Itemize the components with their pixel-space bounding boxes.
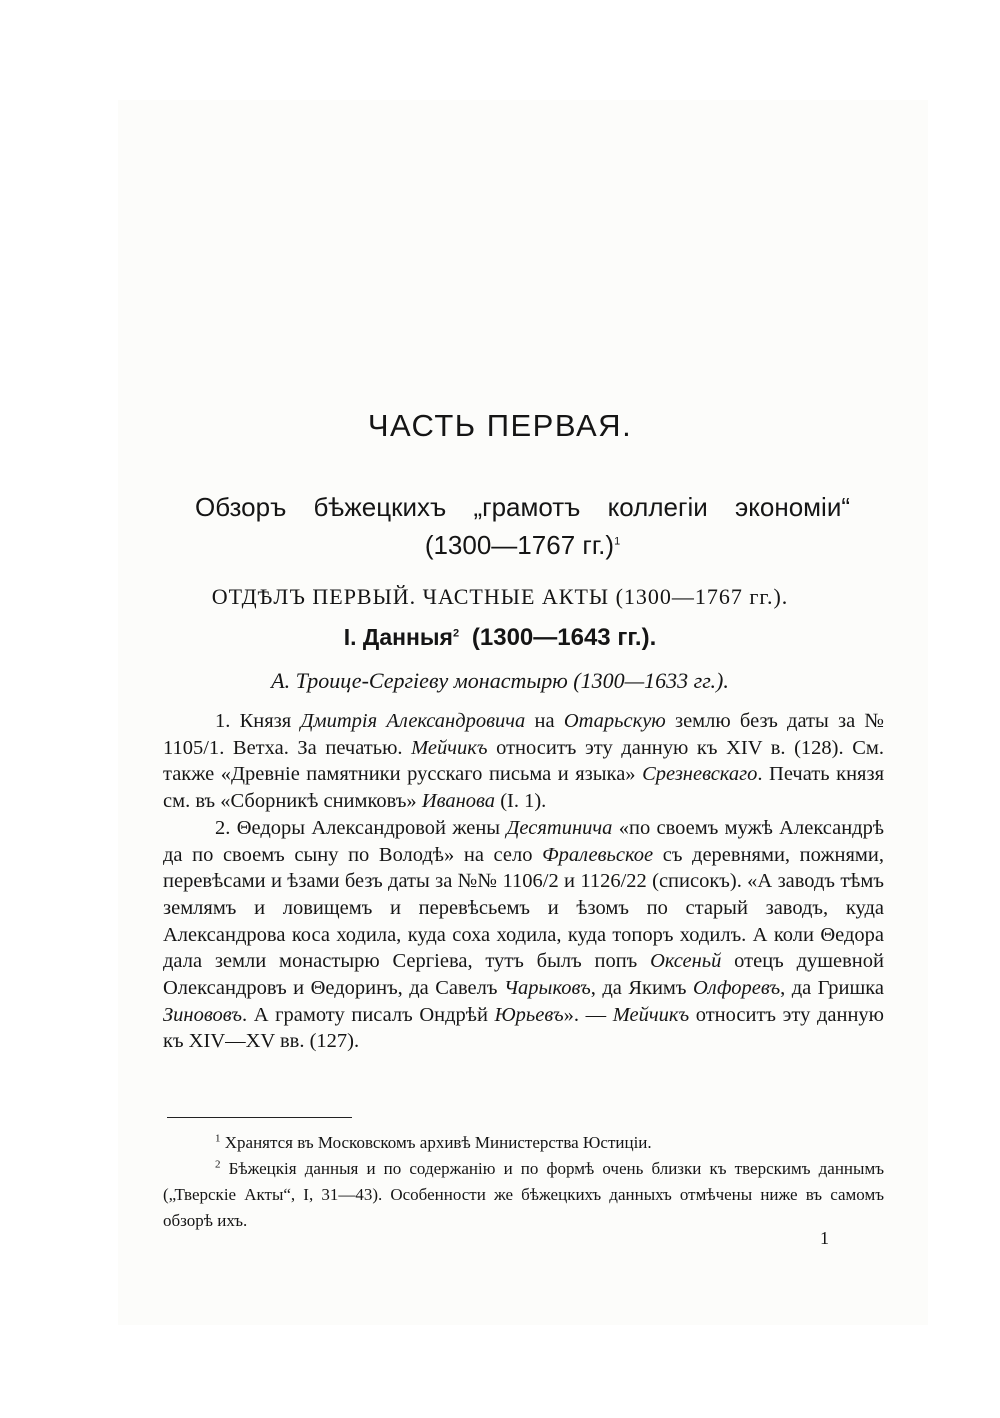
italic-name: Чарыковъ bbox=[503, 977, 591, 1000]
italic-name: Мейчикъ bbox=[612, 1003, 690, 1026]
italic-name: Олфоревъ bbox=[692, 977, 781, 1000]
italic-name: Отарьскую bbox=[563, 710, 666, 732]
italic-name: Мейчикъ bbox=[411, 736, 488, 759]
subsection-title: А. Троице-Сергіеву монастырю (1300—1633 гг.). bbox=[271, 668, 729, 693]
text-run: на bbox=[525, 710, 564, 732]
footnote-2-text: Бѣжецкія данныя и по содержанію и по формѣ очень близки къ тверскимъ даннымъ („Тверскіе Акты“, I, 31—43). Особенности же бѣжецкихъ данныхъ отмѣчены ниже въ самомъ обзорѣ ихъ. bbox=[163, 1159, 885, 1230]
text-run: , да Якимъ bbox=[590, 977, 693, 1000]
survey-title-dates: (1300—1767 гг.) bbox=[424, 530, 615, 560]
page-number: 1 bbox=[820, 1228, 829, 1248]
italic-name: Оксеньй bbox=[650, 950, 722, 973]
text-run: . Ветха. За печатью. bbox=[219, 736, 412, 759]
document-number: 1126/22 bbox=[580, 870, 647, 893]
footnote-2 bbox=[163, 1156, 884, 1234]
text-run: 1. Князя bbox=[215, 710, 301, 732]
italic-name: Десятинича bbox=[506, 816, 613, 839]
survey-title-line-1: Обзоръ бѣжецкихъ „грамотъ коллегіи экономіи“ bbox=[195, 492, 850, 522]
text-run: «по своемъ мужѣ Александрѣ да по своемъ сыну по Володѣ» на село bbox=[163, 816, 884, 866]
footnote-1-mark: 1 bbox=[215, 1132, 221, 1145]
text-run: . Печать князя см. въ «Сборникѣ снимковъ» bbox=[163, 763, 884, 813]
italic-name: Зинововъ bbox=[163, 1003, 242, 1026]
section-label: I. Данныя bbox=[343, 624, 453, 650]
text-run: отецъ душевной Олександровъ и Θедоринъ, да Савелъ bbox=[163, 950, 885, 1000]
survey-title-line-2 bbox=[195, 526, 850, 564]
footnote-ref-2: 2 bbox=[452, 627, 460, 640]
italic-name: Фралевьское bbox=[542, 843, 654, 866]
division-title: ОТДѢЛЪ ПЕРВЫЙ. ЧАСТНЫЕ АКТЫ (1300—1767 гг.). bbox=[211, 584, 789, 609]
italic-name: Срезневскаго bbox=[642, 763, 758, 786]
section-dates: (1300—1643 гг.). bbox=[471, 624, 657, 651]
text-run: ». — bbox=[563, 1003, 613, 1026]
document-number: 1106/2 bbox=[502, 870, 559, 893]
paragraph-1 bbox=[163, 708, 884, 815]
part-title: ЧАСТЬ ПЕРВАЯ. bbox=[367, 408, 633, 443]
text-run: . А грамоту писалъ Ондрѣй bbox=[241, 1003, 495, 1026]
text-run: относитъ эту данную къ XIV в. (128). См. также «Древніе памятники русскаго письма и языка» bbox=[163, 736, 884, 786]
body-text bbox=[163, 708, 884, 1055]
text-run: , да Гришка bbox=[780, 977, 884, 1000]
text-run: относитъ эту данную къ XIV—XV вв. (127). bbox=[163, 1003, 884, 1053]
italic-name: Иванова bbox=[421, 790, 496, 813]
section-title bbox=[0, 624, 1000, 652]
italic-name: Юрьевъ bbox=[494, 1003, 564, 1026]
footnotes bbox=[163, 1130, 884, 1234]
survey-title bbox=[195, 488, 850, 564]
italic-name: Дмитрія Александровича bbox=[300, 710, 526, 732]
paragraph-2 bbox=[163, 815, 884, 1055]
footnote-1 bbox=[163, 1130, 884, 1156]
text-run: (I. 1). bbox=[495, 790, 547, 813]
text-run: и bbox=[558, 870, 581, 893]
footnote-divider bbox=[167, 1117, 352, 1118]
document-number: 1105/1 bbox=[163, 736, 220, 759]
footnote-ref-1: 1 bbox=[614, 535, 621, 548]
footnote-1-text: Хранятся въ Московскомъ архивѣ Министерства Юстиціи. bbox=[224, 1133, 652, 1152]
text-run: съ деревнями, пожнями, перевѣсами и ѣзами безъ даты за №№ bbox=[163, 843, 884, 893]
text-run: 2. Θедоры Александровой жены bbox=[215, 816, 507, 839]
text-run: (списокъ). «А заводъ тѣмъ землямъ и ловищемъ и перевѣсьемъ и ѣзомъ по старый заводъ, куда Александрова коса ходила, куда соха ходила, куда топоръ ходилъ. А коли Θедора дала земли монастырю Сергіева, тутъ былъ попъ bbox=[163, 870, 884, 973]
footnote-2-mark: 2 bbox=[215, 1158, 221, 1171]
text-run: землю безъ даты за № bbox=[665, 710, 884, 732]
